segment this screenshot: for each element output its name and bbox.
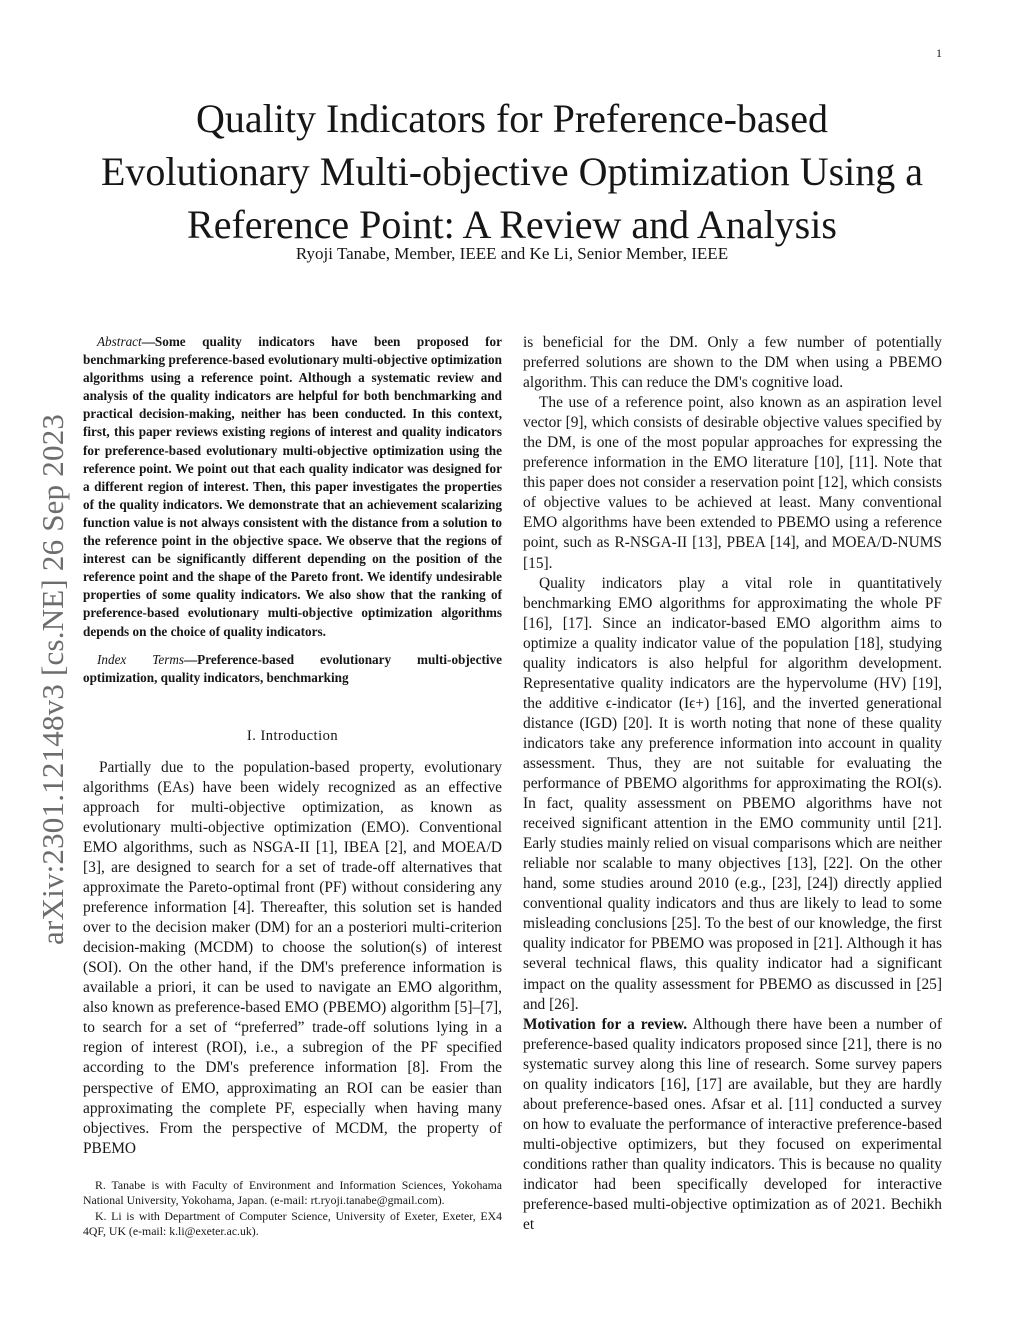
- page-number: 1: [936, 46, 942, 60]
- abstract: [83, 333, 502, 641]
- paper-title: [60, 92, 964, 251]
- title-line: Reference Point: A Review and Analysis: [187, 202, 837, 247]
- body-paragraph: The use of a reference point, also known as an aspiration level vector [9], which consists of desirable objective values specified by the DM, is one of the most popular approaches for expressing the preference information in the EMO literature [10], [11]. Note that this paper does not consider a reservation point [12], which consists of objective values to be achieved at least. Many conventional EMO algorithms have been extended to PBEMO using a reference point, such as R-NSGA-II [13], PBEA [14], and MOEA/D-NUMS [15].: [523, 394, 942, 572]
- right-column: [523, 333, 942, 1235]
- left-column: [83, 333, 502, 1159]
- footnotes: [83, 1178, 502, 1239]
- motivation-label: Motivation for a review.: [523, 1015, 688, 1033]
- abstract-text: —Some quality indicators have been proposed for benchmarking preference-based evolutionary multi-objective optimization algorithms using a reference point. Although a systematic review and analysis of the quality indicators are helpful for both benchmarking and practical decision-making, neither has been conducted. In this context, first, this paper reviews existing regions of interest and quality indicators for preference-based evolutionary multi-objective optimization using the reference point. We point out that each quality indicator was designed for a different region of interest. Then, this paper investigates the properties of the quality indicators. We demonstrate that an achievement scalarizing function value is not always consistent with the distance from a solution to the reference point in the objective space. We observe that the regions of interest can be significantly different depending on the position of the reference point and the shape of the Pareto front. We identify undesirable properties of some quality indicators. We also show that the ranking of preference-based evolutionary multi-objective optimization algorithms depends on the choice of quality indicators.: [83, 334, 502, 639]
- body-paragraph: Quality indicators play a vital role in quantitatively benchmarking EMO algorithms for approximating the whole PF [16], [17]. Since an indicator-based EMO algorithm aims to optimize a quality indicator value of the population [18], studying quality indicators is also helpful for algorithm development. Representative quality indicators are the hypervolume (HV) [19], the additive ϵ-indicator (Iϵ+) [16], and the inverted generational distance (IGD) [20]. It is worth noting that none of these quality indicators take any preference information into account in quality assessment. Thus, they are not suitable for evaluating the performance of PBEMO algorithms for approximating the ROI(s). In fact, quality assessment on PBEMO algorithms have not received significant attention in the EMO community until [21]. Early studies mainly relied on visual comparisons which are neither reliable nor scalable to many objectives [13], [22]. On the other hand, some studies around 2010 (e.g., [23], [24]) directly applied conventional quality indicators and thus are likely to lead to some misleading conclusions [25]. To the best of our knowledge, the first quality indicator for PBEMO was proposed in [21]. Although it has several technical flaws, this quality indicator had a significant impact on the quality assessment for PBEMO as discussed in [25] and [26].: [523, 574, 942, 1013]
- footnote: K. Li is with Department of Computer Science, University of Exeter, Exeter, EX4 4QF, UK (e-mail: k.li@exeter.ac.uk).: [83, 1208, 502, 1238]
- author-line: Ryoji Tanabe, Member, IEEE and Ke Li, Senior Member, IEEE: [295, 244, 729, 263]
- index-terms: [83, 651, 502, 687]
- footnote: R. Tanabe is with Faculty of Environment and Information Sciences, Yokohama National University, Yokohama, Japan. (e-mail: rt.ryoji.tanabe@gmail.com).: [83, 1178, 502, 1208]
- title-line: Evolutionary Multi-objective Optimization Using a: [100, 149, 924, 194]
- body-paragraph: is beneficial for the DM. Only a few number of potentially preferred solutions are shown to the DM when using a PBEMO algorithm. This can reduce the DM's cognitive load.: [523, 334, 942, 392]
- abstract-label: Abstract: [97, 334, 142, 349]
- index-terms-label: Index Terms: [97, 651, 184, 667]
- section-heading: I. Introduction: [246, 727, 339, 744]
- arxiv-identifier: arXiv:2301.12148v3 [cs.NE] 26 Sep 2023: [35, 413, 70, 945]
- intro-paragraph: Partially due to the population-based property, evolutionary algorithms (EAs) have been widely recognized as an effective approach for multi-objective optimization, as known as evolutionary multi-objective optimization (EMO). Conventional EMO algorithms, such as NSGA-II [1], IBEA [2], and MOEA/D [3], are designed to search for a set of trade-off alternatives that approximate the Pareto-optimal front (PF) without considering any preference information [4]. Thereafter, this solution set is handed over to the decision maker (DM) for an a posteriori multi-criterion decision-making (MCDM) to choose the solution(s) of interest (SOI). On the other hand, if the DM's preference information is available a priori, it can be used to navigate an EMO algorithm, also known as preference-based EMO (PBEMO) algorithm [5]–[7], to search for a set of “preferred” trade-off solutions lying in a region of interest (ROI), i.e., a subregion of the PF specified according to the DM's preference information [8]. From the perspective of EMO, approximating an ROI can be easier than approximating the complete PF, especially when having many objectives. From the perspective of MCDM, the property of PBEMO: [83, 758, 502, 1157]
- motivation-text: Although there have been a number of preference-based quality indicators proposed since [21], there is no systematic survey along this line of research. Some survey papers on quality indicators [16], [17] are available, but they are hardly about preference-based ones. Afsar et al. [11] conducted a survey on how to evaluate the performance of interactive preference-based multi-objective optimizers, but they focused on experimental conditions rather than quality indicators. This is because no quality indicator had been specifically developed for interactive preference-based multi-objective optimization as of 2021. Bechikh et: [523, 1015, 942, 1234]
- title-line: Quality Indicators for Preference-based: [196, 96, 828, 141]
- index-terms-text: —Preference-based evolutionary multi-objective optimization, quality indicators, benchmarking: [83, 651, 502, 685]
- motivation-paragraph: [523, 1015, 942, 1236]
